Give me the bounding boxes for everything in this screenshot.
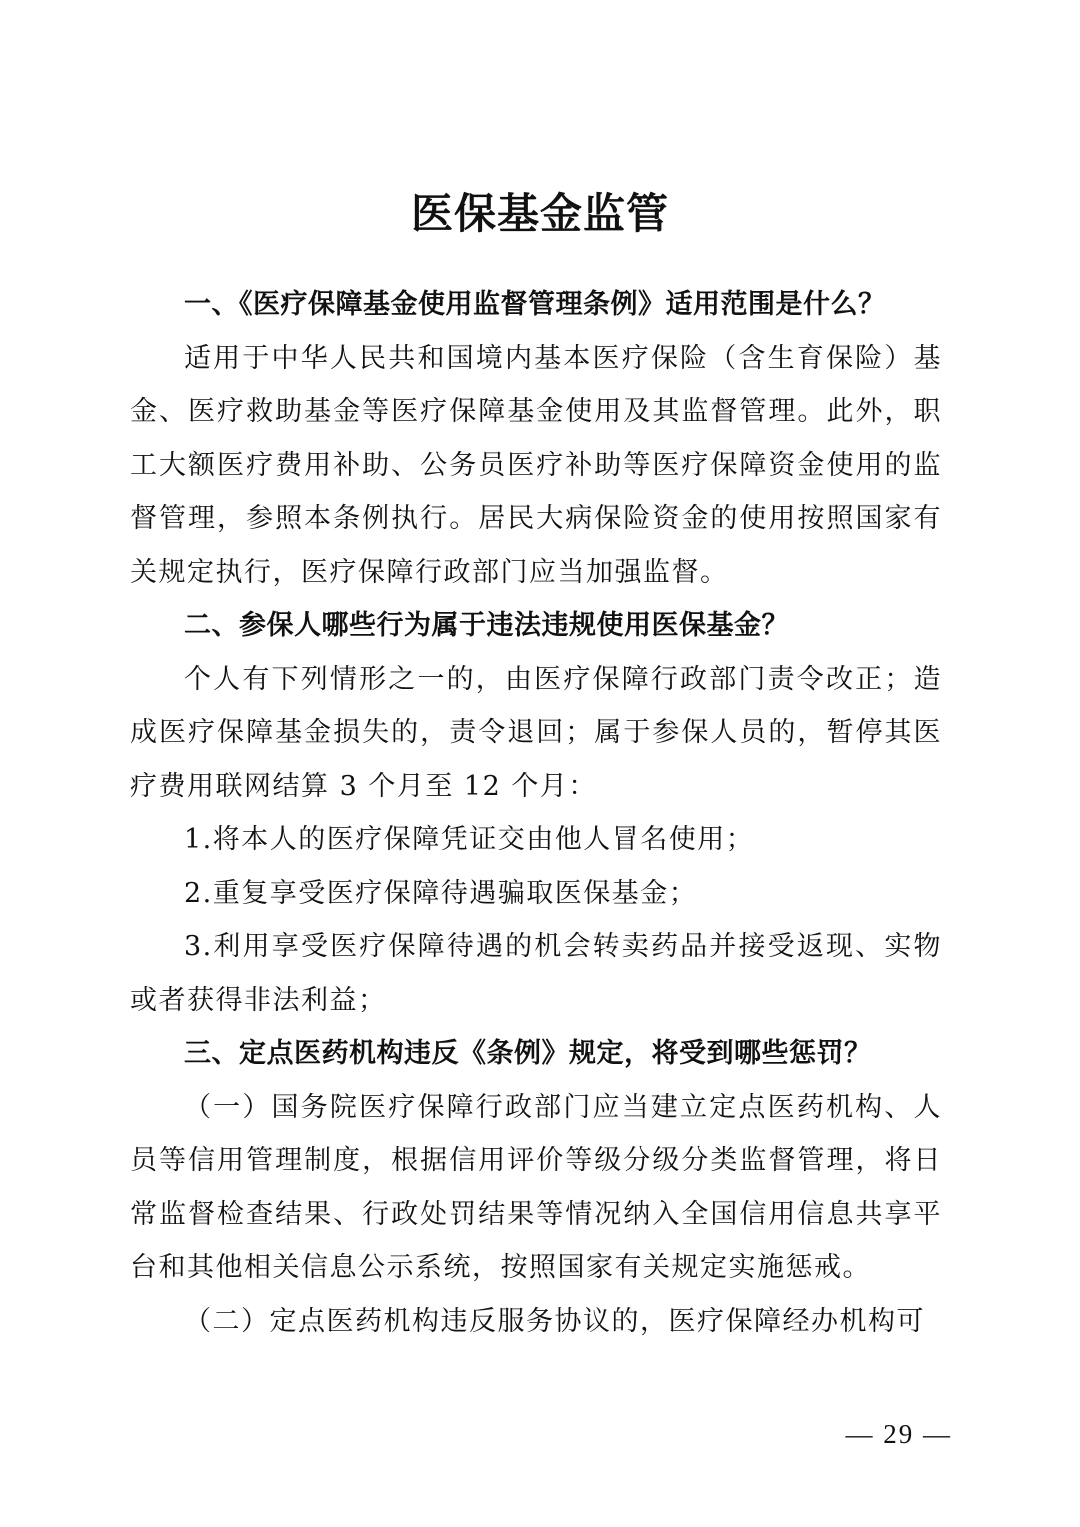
document-body [130, 278, 942, 1348]
document-title: 医保基金监管 [410, 189, 669, 239]
list-item-3: 3.利用享受医疗保障待遇的机会转卖药品并接受返现、实物或者获得非法利益； [130, 931, 942, 1016]
list-item-2: 2.重复享受医疗保障待遇骗取医保基金； [184, 877, 698, 909]
body-paragraph-scope: 适用于中华人民共和国境内基本医疗保险（含生育保险）基金、医疗救助基金等医疗保障基金使用及其监督管理。此外，职工大额医疗费用补助、公务员医疗补助等医疗保障资金使用的监督管理，参照本条例执行。居民大病保险资金的使用按照国家有关规定执行，医疗保障行政部门应当加强监督。 [130, 342, 942, 588]
body-paragraph-violations-intro: 个人有下列情形之一的，由医疗保障行政部门责令改正；造成医疗保障基金损失的，责令退回；属于参保人员的，暂停其医疗费用联网结算 3 个月至 12 个月： [130, 663, 942, 802]
page-number: — 29 — [845, 1419, 952, 1449]
body-paragraph-credit-system: （一）国务院医疗保障行政部门应当建立定点医药机构、人员等信用管理制度，根据信用评价等级分级分类监督管理，将日常监督检查结果、行政处罚结果等情况纳入全国信用信息共享平台和其他相关信息公示系统，按照国家有关规定实施惩戒。 [130, 1091, 942, 1283]
list-item-1: 1.将本人的医疗保障凭证交由他人冒名使用； [184, 824, 755, 855]
section-heading-1: 一、《医疗保障基金使用监督管理条例》适用范围是什么？ [184, 289, 886, 320]
body-paragraph-service-agreement: （二）定点医药机构违反服务协议的，医疗保障经办机构可 [184, 1305, 925, 1337]
section-heading-3: 三、定点医药机构违反《条例》规定，将受到哪些惩罚？ [184, 1038, 872, 1069]
section-heading-2: 二、参保人哪些行为属于违法违规使用医保基金？ [184, 610, 789, 641]
